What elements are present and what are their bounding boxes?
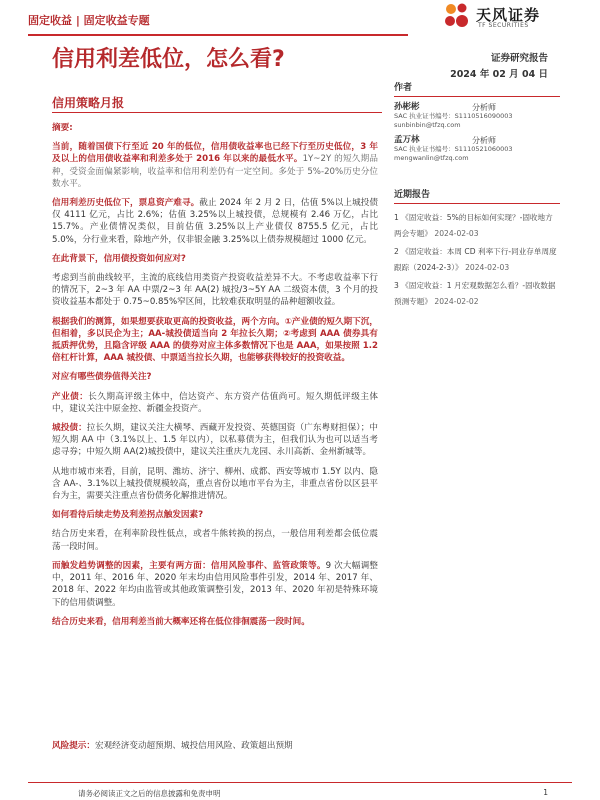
analyst-name: 孙彬彬 <box>394 102 420 112</box>
report-type: 证券研究报告 <box>490 53 548 64</box>
analyst-cert: SAC 执业证书编号：S1110521060003 <box>394 145 513 153</box>
p1-rest: 1Y~2Y 的短久期品种，受资金面偏紧影响，收益率和信用利差仍有一定空间。多处于 5%-20%历史分位数水平。 <box>52 154 378 189</box>
list-item[interactable] <box>394 210 560 242</box>
p6-rest: 拉长久期，建议关注大横琴、西藏开发投资、英德国资（广东粤财担保）；中短久期 AA 中（3.1%以上、1.5 年以内），以私募债为主，但我们认为也可以适当考虑寻券；中短久期 AA(2)城投债中，建议关注重庆九龙园、永川高新、金州新城等。 <box>52 423 378 458</box>
recent-heading: 近期报告 <box>394 190 431 200</box>
paragraph-2 <box>52 197 378 246</box>
recent-list <box>394 210 560 310</box>
analyst-role: 分析师 <box>472 103 496 112</box>
risk-label: 风险提示： <box>52 741 95 751</box>
recent-title: 2 《固定收益：本周 CD 利率下行-同业存单周度跟踪（2024-2-3）》 <box>394 247 557 272</box>
p2-lead: 信用利差历史低位下，票息资产难寻。 <box>52 198 200 209</box>
paragraph-10: 结合历史来看，信用利差当前大概率还将在低位徘徊震荡一段时间。 <box>52 616 310 627</box>
analyst-role: 分析师 <box>472 136 496 145</box>
risk-warning <box>52 739 378 751</box>
p9-rest: 9 次大幅调整中，2011 年、2016 年、2020 年末均由信用风险事件引发，2014 年、2017 年、2018 年、2022 年均由监管或其他政策调整引发，2013 年、2020 年初是特殊环境下的信用债调整。 <box>52 560 378 608</box>
breadcrumb: 固定收益 | 固定收益专题 <box>28 14 150 27</box>
p6-label: 城投债： <box>52 423 87 434</box>
sidebar <box>394 80 560 312</box>
paragraph-9 <box>52 560 378 609</box>
analyst-card <box>394 136 560 163</box>
report-subtitle: 信用策略月报 <box>52 96 125 110</box>
recent-title: 1 《固定收益：5%的目标如何实现？-固收地方两会专题》 <box>394 213 553 238</box>
footer-divider <box>28 782 572 783</box>
recent-divider <box>394 203 560 204</box>
report-date: 2024 年 02 月 04 日 <box>450 69 548 80</box>
logo-mark-icon <box>442 2 472 30</box>
analyst-email[interactable]: mengwanlin@tfzq.com <box>394 154 469 162</box>
recent-date: 2024-02-02 <box>434 297 479 306</box>
analyst-name: 孟万林 <box>394 135 420 145</box>
page-title: 信用利差低位，怎么看? <box>52 47 285 72</box>
page-number: 1 <box>543 788 548 797</box>
paragraph-4: 根据我们的测算，如果想要获取更高的投资收益，两个方向。①产业债的短久期下沉，但相着，多以民企为主；AA-城投债适当向 2 年拉长久期；②考虑到 AAA 债券具有抵质押优势，且隐含评级 AAA 的债券对应主体多数情况下也是 AAA，如果按照 1.2 倍杠杆计算，AAA 城投债、中票适当拉长久期，也能够获得较好的投资收益。 <box>52 316 378 364</box>
p1-lead: 当前，随着国债下行至近 20 年的低位，信用债收益率也已经下行至历史低位， <box>52 142 361 153</box>
paragraph-1 <box>52 141 378 190</box>
analyst-email[interactable]: sunbinbin@tfzq.com <box>394 121 461 129</box>
p5-rest: 长久期高评级主体中，信达资产、东方资产估值尚可。短久期低评级主体中，建议关注中原金控、新疆金投资产。 <box>52 391 378 414</box>
analyst-cert: SAC 执业证书编号：S1110516090003 <box>394 112 513 120</box>
authors-divider <box>394 96 560 97</box>
p5-label: 产业债： <box>52 391 89 402</box>
footer-disclaimer: 请务必阅读正文之后的信息披露和免责申明 <box>78 789 221 798</box>
paragraph-6 <box>52 422 378 459</box>
p2-rest: 截止 2024 年 2 月 2 日，估值 5%以上城投债仅 4111 亿元，占比 2.6%；估值 3.25%以上城投债，总规模有 2.46 万亿，占比 15.7%。产业债情况类似，目前估值 3.25%以上产业债仅 8755.5 亿元，占比 5.0%，分行业来看，除地产外，仅非银金融 3.25%以上债券规模超过 1000 亿元。 <box>52 198 378 245</box>
list-item[interactable] <box>394 278 560 310</box>
authors-heading: 作者 <box>394 83 413 93</box>
header-bar <box>28 12 408 36</box>
p1-lead-2: 3 年及以上的信用债收益率和利差多处于 2016 年以来的最低水平。 <box>52 142 378 165</box>
recent-date: 2024-02-03 <box>465 263 510 272</box>
question-2: 对应有哪些债券值得关注? <box>52 372 152 383</box>
paragraph-5 <box>52 391 378 415</box>
question-3: 如何看待后续走势及利差拐点触发因素? <box>52 510 204 521</box>
recent-reports <box>394 187 560 310</box>
logo-english: TF SECURITIES <box>478 22 529 29</box>
question-1: 在此背景下，信用债投资如何应对? <box>52 253 186 264</box>
paragraph-3: 考虑到当前曲线较平，主流的底线信用类资产投资收益差异不大。不考虑收益率下行的情况下，2~3 年 AA 中票/2~3 年 AA(2) 城投/3~5Y AA 二级资本债，3 个月的投资收益基本都处于 0.75~0.85%窄区间，比较难获取明显的品种超额收益。 <box>52 273 378 308</box>
p9-lead: 而触发趋势调整的因素，主要有两方面：信用风险事件、监管政策等。 <box>52 560 326 571</box>
paragraph-8: 结合历史来看，在利率阶段性低点，或者牛熊转换的拐点，一般信用利差都会低位震荡一段时间。 <box>52 529 378 552</box>
logo-name: 天风证券 <box>476 6 541 24</box>
paragraph-7: 从地市城市来看，目前，昆明、潍坊、济宁、柳州、成都、西安等城市 1.5Y 以内、隐含 AA-、3.1%以上城投债规模较高，重点省份以地市平台为主，非重点省份以区县平台为主，需要关注重点省份债务化解推进情况。 <box>52 466 378 502</box>
company-logo <box>442 2 562 32</box>
recent-date: 2024-02-03 <box>434 229 479 238</box>
subtitle-divider <box>52 112 382 113</box>
risk-text: 宏观经济变动超预期、城投信用风险、政策超出预期 <box>94 741 293 751</box>
analyst-card <box>394 103 560 130</box>
summary-heading: 摘要: <box>52 123 73 133</box>
recent-title: 3 《固定收益：1 月宏观数据怎么看？-固收数据预测专题》 <box>394 281 556 306</box>
list-item[interactable] <box>394 244 560 276</box>
header-divider <box>28 34 408 36</box>
main-content <box>52 122 378 635</box>
